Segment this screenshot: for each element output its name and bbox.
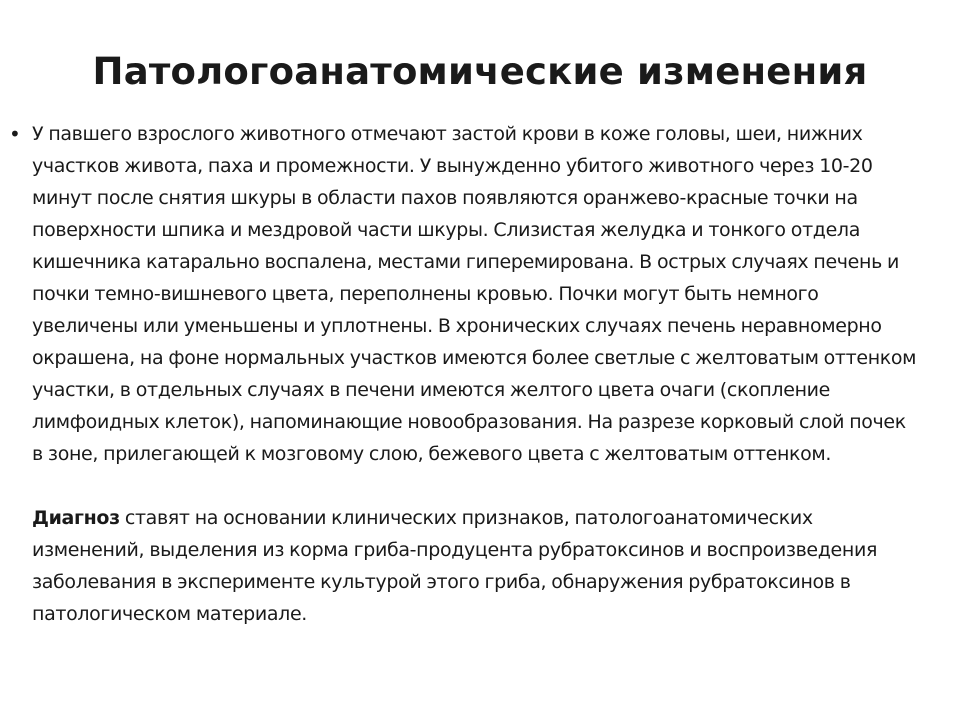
paragraph-findings: У павшего взрослого животного отмечают застой крови в коже головы, шеи, нижних участков живота, паха и промежности. У вынужденно убитого животного через 10-20 минут после снятия шкуры в области пахов появляются оранжево-красные точки на поверхности шпика и мездровой части шкуры. Слизистая желудка и тонкого отдела кишечника катарально воспалена, местами гиперемирована. В острых случаях печень и почки темно-вишневого цвета, переполнены кровью. Почки могут быть немного увеличены или уменьшены и уплотнены. В хронических случаях печень неравномерно окрашена, на фоне нормальных участков имеются более светлые с желтоватым оттенком участки, в отдельных случаях в печени имеются желтого цвета очаги (скопление лимфоидных клеток), напоминающие новообразования. На разрезе корковый слой почек в зоне, прилегающей к мозговому слою, бежевого цвета с желтоватым оттенком. <box>32 123 917 465</box>
paragraph-diagnosis <box>32 502 917 630</box>
slide-title: Патологоанатомические изменения <box>92 50 868 93</box>
slide-body <box>9 118 917 630</box>
bullet-point-icon: • <box>9 122 21 146</box>
diagnosis-text: ставят на основании клинических признаков, патологоанатомических изменений, выделения из корма гриба-продуцента рубратоксинов и воспроизведения заболевания в эксперименте культурой этого гриба, обнаружения рубратоксинов в патологическом материале. <box>32 507 878 625</box>
diagnosis-label: Диагноз <box>32 507 120 529</box>
